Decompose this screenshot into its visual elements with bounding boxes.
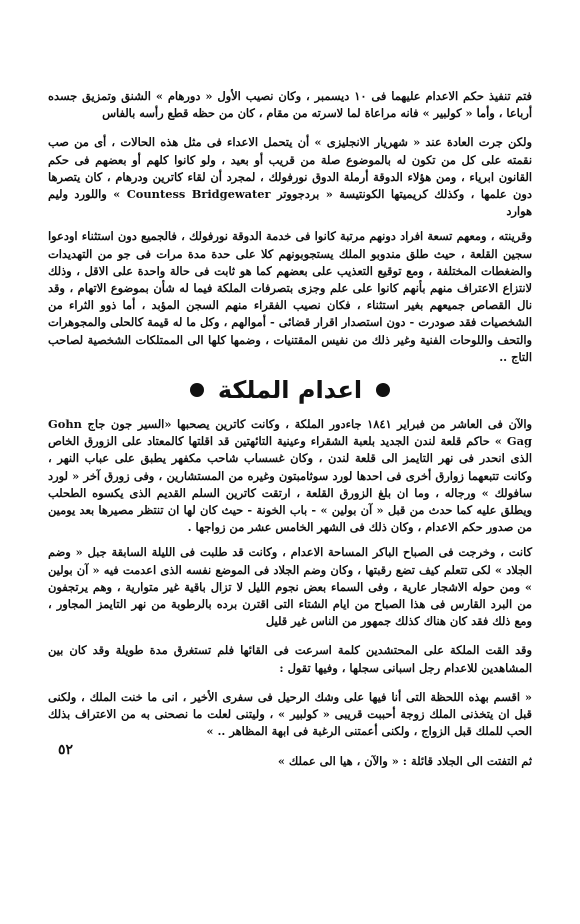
paragraph-queen-turn: والآن فى العاشر من فبراير ١٨٤١ جاءدور الملكة ، وكانت كاترين يصحبها «السير جون جاج Gohn Gag » حاكم قلعة لندن الجديد بلعبة الشقراء وعينية التائهتين قد اقلتها كالمعتاد على الزورق الخاص الذى انحدر فى نهر التايمز الى قلعة لندن ، وكان غسساب شاحب مكفهر يطبق على عباب النهر ، وكانت تتبعهما زوارق أخرى فى احدها لورد سوثامبتون وغيره من المستشارين ، وفى زورق آخر « لورد سافولك » ورجاله ، وما ان بلغ الزورق القلعة ، ارتقت كاترين السلم القديم الذى يكسوه الطحلب ويطلق عليه كما حدث من قبل « آن بولين » - باب الخونة - حيث كان لها ان تنتظر مصيرها بعد يومين من صدور حكم الاعدام ، وكان ذلك فى الشهر الخامس عشر من زواجها . xyxy=(48,417,532,535)
paragraph-speech-quote: « اقسم بهذه اللحظة التى أنا فيها على وشك الرحيل فى سفرى الأخير ، انى ما خنت الملك ، ولكنى قبل ان يتخذنى الملك زوجة أحببت قريبى « كولبير » ، وليتنى لعلت ما نصحنى به من الاعتراف بذلك الحب للملك قبل الزواج ، ولكنى أعمتنى الرغبة فى ابهة المظاهر .. » xyxy=(48,689,532,739)
paragraph-final-words: ثم التفتت الى الجلاد قائلة : « والآن ، هيا الى عملك » xyxy=(277,753,532,768)
paragraph-morning: كانت ، وخرجت فى الصباح الباكر المساحة الاعدام ، وكانت قد طلبت فى الليلة السابقة جبل « وضم الجلاد » لكى تتعلم كيف تضع رقبتها ، وكان وضم الجلاد فى الموضع نفسه الذى اعدمت فيه « آن بولين » ومن حوله الاشجار عارية ، وفى السماء بعض نجوم الليل لا تزال باقية غير متوارية ، وهم يرتجفون من البرد القارس فى هذا الصباح من ايام الشتاء التى اقترن برده بالرطوبة من نهر التايمز المجاور ، ومع ذلك فقد كان هناك كذلك جمهور من الناس غير قليل xyxy=(48,545,532,629)
page-number: ٥٢ xyxy=(58,742,74,758)
bullet-icon xyxy=(190,383,204,397)
section-heading: اعدام الملكة xyxy=(217,376,363,405)
paragraph-persecution: ولكن جرت العادة عند « شهريار الانجليزى » أن يتحمل الاعداء فى مثل هذه الحالات ، أى من صب نقمته على كل من تكون له بالموضوع صلة من قريب أو بعيد ، ولو كانوا كلهم أو بعضهم فى حكم القانون ابرياء ، ومن هؤلاء الدوقة أرملة الدوق نورفولك ، لمجرد أن لقاء كاترين ودرهام ، كان يتصرها دون علمها ، وكذلك كريميتها الكونتيسة « بردجووتر Countess Bridgewater » واللورد وليم هوارد xyxy=(48,135,532,219)
paragraph-execution-dorham: فتم تنفيذ حكم الاعدام عليهما فى ١٠ ديسمبر ، وكان نصيب الأول « دورهام » الشنق وتمزيق جسده أرباعا ، وأما « كولبير » فانه مراعاة لما لاسرته من مقام ، كان من حظه قطع رأسه بالفاس xyxy=(48,89,533,121)
section-heading-row xyxy=(48,376,532,404)
paragraph-imprisonment: وقرينته ، ومعهم تسعة افراد دونهم مرتبة كانوا فى خدمة الدوقة نورفولك ، فالجميع دون استثناء اودعوا سجين القلعة ، حيث طلق مندوبو الملك يستجوبونهم كلا على حدة مدة مرات فى جو من التهديدات والضغطات المختلفة ، ومع توقيع التعذيب على بعضهم كما هو ثابت فى حالة واحدة على الاقل ، وذلك لانتزاع الاعتراف منهم بأنهم كانوا على علم وجزى بتصرفات الملكة فيما له شأن بموضوع الاتهام ، وقد نال القصاص جميعهم بغير استثناء ، فكان نصيب الفقراء منهم السجن المؤبد ، أما ذوو الثراء من الشخصيات فقد صودرت - دون استصدار اقرار قضائى - أموالهم ، وكل ما له قيمة كالحلى والمجوهرات والتحف واللوحات الفنية وغير ذلك من نفيس المقتنيات ، وضمها كلها الى الممتلكات الشخصية لصاحب التاج .. xyxy=(48,229,532,364)
paragraph-speech-intro: وقد القت الملكة على المحتشدين كلمة اسرعت فى القائها فلم تستغرق مدة طويلة وقد كان بين المشاهدين للاعدام رجل اسبانى سجلها ، وفيها تقول : xyxy=(48,643,532,675)
bullet-icon xyxy=(376,383,390,397)
